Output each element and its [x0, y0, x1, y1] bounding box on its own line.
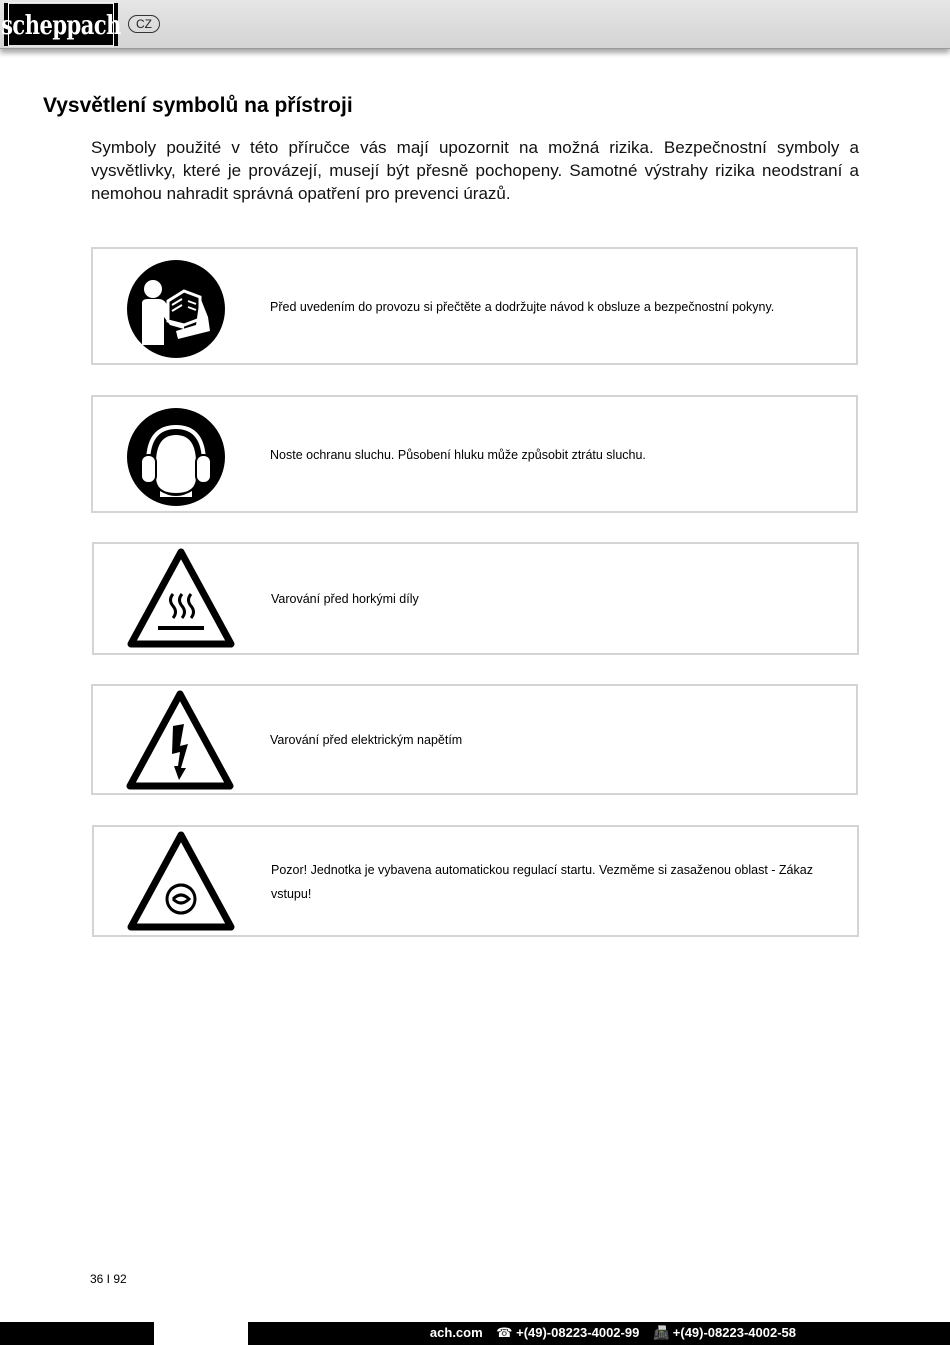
electric-voltage-warning-icon [126, 690, 234, 790]
symbol-description: Pozor! Jednotka je vybavena automatickou regulací startu. Vezměme si zasaženou oblast - Zákaz vstupu! [271, 863, 813, 901]
symbol-row-electric-voltage [91, 684, 858, 795]
footer-gap [154, 1322, 248, 1345]
read-manual-icon [126, 259, 226, 359]
logo-wordmark: scheppach [8, 3, 114, 47]
symbol-description: Noste ochranu sluchu. Působení hluku může způsobit ztrátu sluchu. [270, 448, 646, 462]
symbol-description: Před uvedením do provozu si přečtěte a dodržujte návod k obsluze a bezpečnostní pokyny. [270, 300, 775, 314]
language-badge: CZ [128, 15, 160, 33]
page-header [0, 0, 950, 49]
footer-fax: 📠 +(49)-08223-4002-58 [652, 1325, 796, 1340]
page-title: Vysvětlení symbolů na přístroji [43, 94, 353, 117]
hot-surface-warning-icon [127, 548, 235, 648]
symbol-description: Varování před elektrickým napětím [270, 733, 463, 747]
page-footer [0, 1322, 950, 1345]
intro-paragraph: Symboly použité v této příručce vás mají upozornit na možná rizika. Bezpečnostní symboly a vysvětlivky, které je provázejí, musejí být přesně pochopeny. Samotné výstrahy rizika neodstraní a nemohou nahradit správná opatření pro prevenci úrazů. [91, 138, 859, 203]
symbol-row-ear-protection [91, 395, 858, 513]
footer-website: ach.com [429, 1325, 483, 1340]
ear-protection-icon [126, 407, 226, 507]
symbol-row-hot-surface [92, 542, 859, 655]
symbol-row-read-manual [91, 247, 858, 365]
scheppach-logo [1, 3, 121, 46]
symbol-row-automatic-start [92, 825, 859, 937]
footer-contact [420, 1325, 796, 1341]
footer-phone: ☎ +(49)-08223-4002-99 [496, 1325, 640, 1340]
symbol-description: Varování před horkými díly [271, 592, 419, 606]
page-number: 36 I 92 [90, 1272, 127, 1286]
automatic-start-warning-icon [127, 831, 235, 931]
